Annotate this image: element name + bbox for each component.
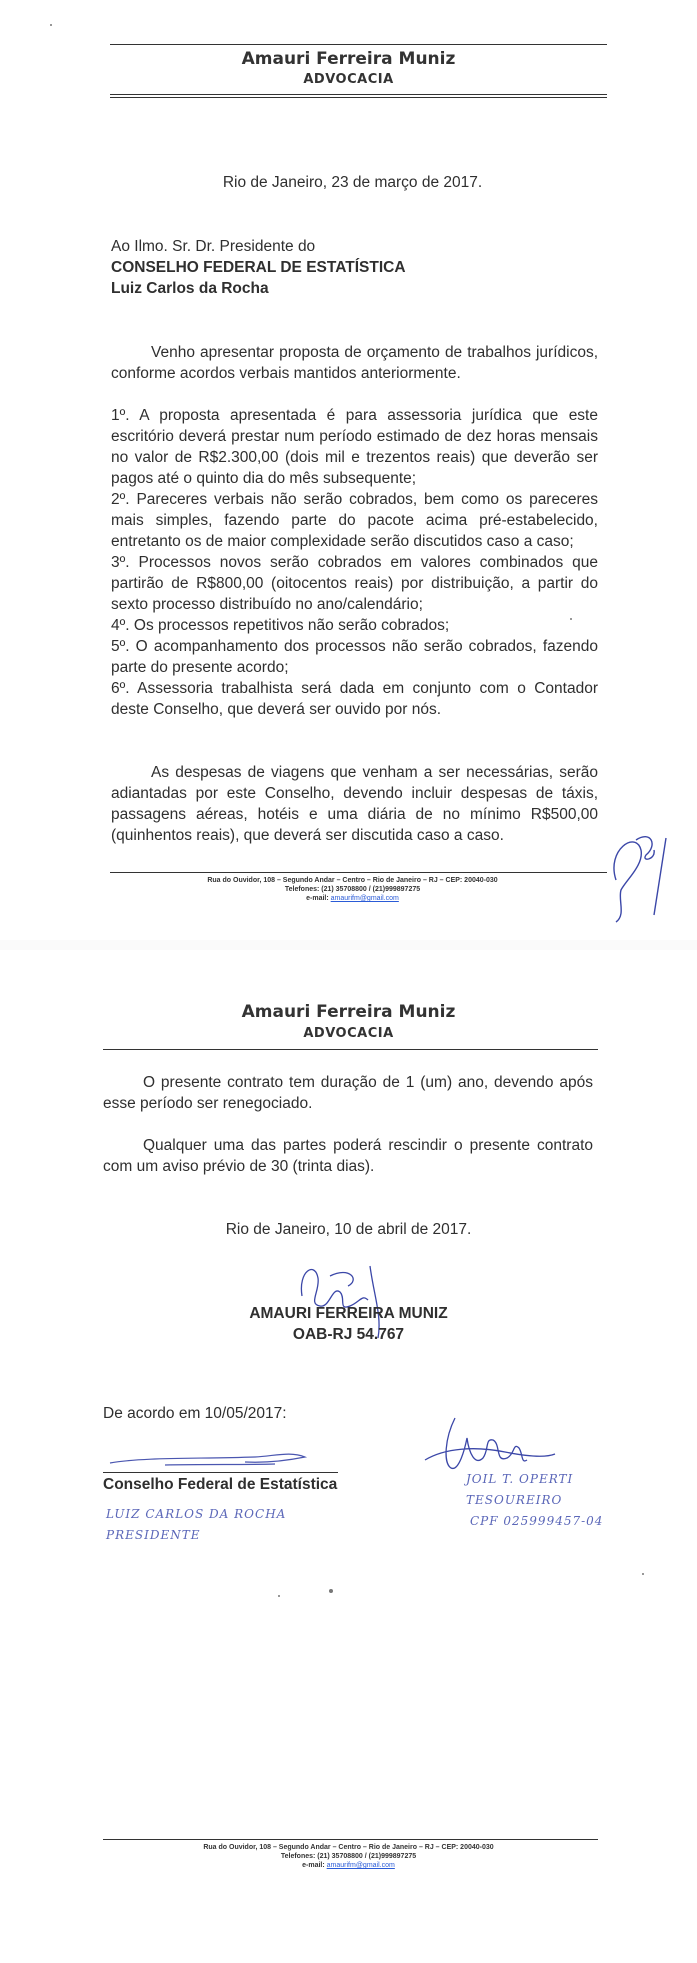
letterhead-subtitle: ADVOCACIA: [303, 1026, 394, 1041]
addressee-name: Luiz Carlos da Rocha: [111, 280, 269, 297]
footer-rule: [110, 872, 607, 873]
footer: [0, 876, 697, 903]
footer-phones: Telefones: (21) 35708800 / (21)999897275: [280, 1853, 417, 1860]
header-bottom-rule: [103, 1049, 598, 1050]
signatory-oab: OAB-RJ 54.767: [292, 1326, 405, 1343]
item-3: 3º. Processos novos serão cobrados em valores combinados que partirão de R$800,00 (oitocentos reais) por distribuição, a partir do sexto processo distribuído no ano/calendário;: [111, 554, 598, 613]
handwritten-treasurer-title: TESOUREIRO: [466, 1493, 563, 1507]
treasurer-signature: [415, 1408, 560, 1478]
header-bottom-rule-2: [110, 97, 607, 98]
handwritten-treasurer-name: JOIL T. OPERTI: [466, 1472, 574, 1486]
letter-page-2: [0, 950, 697, 1963]
scan-speck: [329, 1589, 333, 1593]
footer-address: Rua do Ouvidor, 108 – Segundo Andar – Centro – Rio de Janeiro – RJ – CEP: 20040-030: [207, 877, 498, 884]
scan-speck: [50, 24, 52, 26]
letterhead-name: Amauri Ferreira Muniz: [241, 1002, 456, 1022]
termination-paragraph: Qualquer uma das partes poderá rescindir o presente contrato com um aviso prévio de 30 (trinta dias).: [103, 1137, 593, 1175]
letterhead-subtitle: ADVOCACIA: [303, 72, 394, 87]
expenses-paragraph: As despesas de viagens que venham a ser necessárias, serão adiantadas por este Conselho, devendo incluir despesas de táxis, passagens aéreas, hotéis e uma diária de no mínimo R$500,00 (quinhentos reais), que deverá ser discutida caso a caso.: [111, 764, 598, 844]
footer-email-label: e-mail:: [302, 1862, 325, 1869]
margin-initials-signature: [596, 820, 686, 930]
scan-speck: [278, 1595, 280, 1597]
intro-paragraph: Venho apresentar proposta de orçamento de trabalhos jurídicos, conforme acordos verbais mantidos anteriormente.: [111, 344, 598, 382]
header-top-rule: [110, 44, 607, 45]
letterhead-name: Amauri Ferreira Muniz: [241, 49, 456, 69]
footer-email-link[interactable]: amaurifm@gmail.com: [330, 895, 399, 902]
date-line: Rio de Janeiro, 23 de março de 2017.: [222, 174, 483, 191]
handwritten-president-title: PRESIDENTE: [106, 1528, 201, 1542]
duration-paragraph: O presente contrato tem duração de 1 (um) ano, devendo após esse período ser renegociado.: [103, 1074, 593, 1112]
footer-email-link[interactable]: amaurifm@gmail.com: [326, 1862, 395, 1869]
council-label: Conselho Federal de Estatística: [103, 1476, 338, 1493]
item-5: 5º. O acompanhamento dos processos não serão cobrados, fazendo parte do presente acordo;: [111, 638, 598, 676]
footer-email-row: [0, 894, 697, 903]
item-1: 1º. A proposta apresentada é para assessoria jurídica que este escritório deverá prestar num período estimado de dez horas mensais no valor de R$2.300,00 (dois mil e trezentos reais) que deverão ser pagos até o quinto dia do mês subsequente;: [111, 407, 598, 487]
handwritten-treasurer-cpf: CPF 025999457-04: [470, 1514, 604, 1528]
header-bottom-rule: [110, 94, 607, 95]
letter-page-1: [0, 0, 697, 940]
footer: [0, 1843, 697, 1870]
item-2: 2º. Pareceres verbais não serão cobrados, bem como os pareceres mais simples, fazendo parte do pacote acima pré-estabelecido, entretanto os de maior complexidade serão discutidos caso a caso;: [111, 491, 598, 550]
footer-email-label: e-mail:: [306, 895, 329, 902]
page-separator: [0, 940, 697, 950]
scan-speck: [570, 618, 572, 620]
agreement-line: De acordo em 10/05/2017:: [103, 1405, 287, 1422]
addressee-line: Ao Ilmo. Sr. Dr. Presidente do: [111, 238, 316, 255]
addressee-org: CONSELHO FEDERAL DE ESTATÍSTICA: [111, 259, 406, 276]
handwritten-president-name: LUIZ CARLOS DA ROCHA: [106, 1507, 287, 1521]
date-line: Rio de Janeiro, 10 de abril de 2017.: [225, 1221, 472, 1238]
footer-phones: Telefones: (21) 35708800 / (21)999897275: [284, 886, 421, 893]
signature-rule-left: [103, 1472, 338, 1473]
item-4: 4º. Os processos repetitivos não serão cobrados;: [111, 617, 450, 634]
signatory-name: AMAURI FERREIRA MUNIZ: [249, 1305, 448, 1322]
footer-rule: [103, 1839, 598, 1840]
footer-address: Rua do Ouvidor, 108 – Segundo Andar – Centro – Rio de Janeiro – RJ – CEP: 20040-030: [203, 1844, 494, 1851]
footer-email-row: [0, 1861, 697, 1870]
scan-speck: [642, 1573, 644, 1575]
item-6: 6º. Assessoria trabalhista será dada em conjunto com o Contador deste Conselho, que deverá ser ouvido por nós.: [111, 680, 598, 718]
president-signature: [105, 1445, 325, 1475]
